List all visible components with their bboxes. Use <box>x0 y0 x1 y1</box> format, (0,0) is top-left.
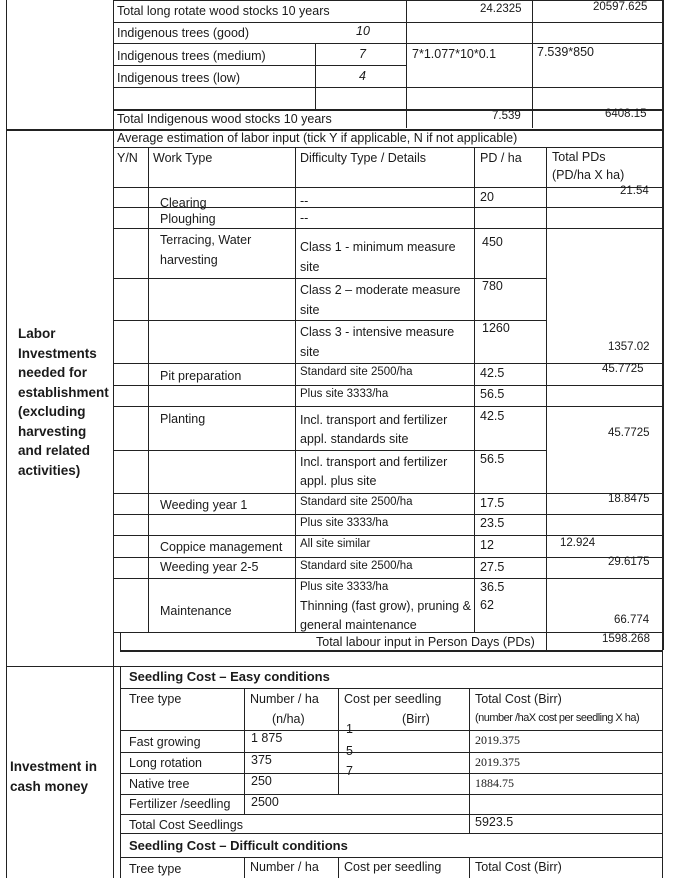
header-total-pds: Total PDs <box>552 150 606 164</box>
indigenous-formula-result: 7.539*850 <box>537 45 595 59</box>
total-long: 2019.375 <box>475 755 520 769</box>
total-pit-standard: 45.7725 <box>602 363 644 375</box>
pd-weeding1-plus: 23.5 <box>480 516 505 530</box>
indigenous-low-num: 4 <box>359 69 366 83</box>
indigenous-good-num: 10 <box>356 24 370 38</box>
pd-pit-plus: 56.5 <box>480 387 505 401</box>
total-long-rotate-label: Total long rotate wood stocks 10 years <box>117 4 330 18</box>
pd-planting-plus: 56.5 <box>480 452 505 466</box>
detail-class1-2: site <box>300 260 320 274</box>
total-indigenous-label: Total Indigenous wood stocks 10 years <box>117 112 332 126</box>
pd-class2: 780 <box>482 279 503 293</box>
detail-planting-plus-2: appl. plus site <box>300 474 377 488</box>
pd-pit-standard: 42.5 <box>480 366 505 380</box>
total-native: 1884.75 <box>475 776 514 790</box>
header-difficulty: Difficulty Type / Details <box>300 151 426 165</box>
labor-section-label: Labor Investments needed for establishment (excluding harvesting and related activities) <box>18 326 109 478</box>
detail-class3: Class 3 - intensive measure <box>300 325 455 339</box>
investment-section-label: Investment in cash money <box>10 759 98 794</box>
number-native: 250 <box>251 774 272 788</box>
total-maintenance: 66.774 <box>614 614 650 626</box>
header-tree-type: Tree type <box>129 692 182 706</box>
indigenous-good-label: Indigenous trees (good) <box>117 26 250 40</box>
detail-pit-standard: Standard site 2500/ha <box>300 366 413 378</box>
work-pit-preparation: Pit preparation <box>160 369 242 383</box>
header-total-pds-formula: (PD/ha X ha) <box>552 168 625 182</box>
difficult-header-tree-type: Tree type <box>129 862 182 876</box>
indigenous-low-label: Indigenous trees (low) <box>117 71 240 85</box>
detail-maintenance-2: general maintenance <box>300 618 417 632</box>
detail-maintenance: Thinning (fast grow), pruning & <box>300 599 471 613</box>
total-class3: 1357.02 <box>608 341 650 353</box>
tree-type-fast: Fast growing <box>129 735 201 749</box>
total-planting-standard: 45.7725 <box>608 427 650 439</box>
total-indigenous-value1: 7.539 <box>492 110 521 122</box>
pd-clearing: 20 <box>480 190 494 204</box>
detail-coppice: All site similar <box>300 538 371 550</box>
detail-weeding1-plus: Plus site 3333/ha <box>300 517 389 529</box>
labor-total-value: 1598.268 <box>602 633 650 645</box>
pd-class1: 450 <box>482 235 503 249</box>
total-weeding25-standard: 29.6175 <box>608 556 650 568</box>
detail-pit-plus: Plus site 3333/ha <box>300 388 389 400</box>
cost-fast: 1 <box>346 722 353 736</box>
pd-coppice: 12 <box>480 538 494 552</box>
labor-total-label: Total labour input in Person Days (PDs) <box>316 635 535 649</box>
number-fast: 1 875 <box>251 731 283 745</box>
total-weeding1-standard: 18.8475 <box>608 493 650 505</box>
total-coppice: 12.924 <box>560 537 596 549</box>
number-long: 375 <box>251 753 272 767</box>
work-planting: Planting <box>160 412 206 426</box>
total-fast: 2019.375 <box>475 733 520 747</box>
header-cost-per-seedling: Cost per seedling <box>344 692 442 706</box>
total-indigenous-value2: 6408.15 <box>605 108 647 120</box>
labor-title: Average estimation of labor input (tick Y if applicable, N if not applicable) <box>117 131 518 145</box>
cost-native: 7 <box>346 764 353 778</box>
number-fertilizer: 2500 <box>251 795 279 809</box>
tree-type-fertilizer: Fertilizer /seedling <box>129 797 231 811</box>
work-weeding-year-1: Weeding year 1 <box>160 498 248 512</box>
tree-type-long: Long rotation <box>129 756 202 770</box>
pd-class3: 1260 <box>482 321 510 335</box>
detail-class2: Class 2 – moderate measure <box>300 283 461 297</box>
indigenous-medium-label: Indigenous trees (medium) <box>117 49 266 63</box>
header-total-cost-formula: (number /haX cost per seedling X ha) <box>475 712 640 724</box>
difficult-header-total: Total Cost (Birr) <box>475 860 562 874</box>
total-long-rotate-value1: 24.2325 <box>480 3 522 15</box>
total-cost-seedlings-label: Total Cost Seedlings <box>129 818 243 832</box>
detail-class1: Class 1 - minimum measure <box>300 240 456 254</box>
indigenous-formula: 7*1.077*10*0.1 <box>412 47 497 61</box>
header-cost-unit: (Birr) <box>402 712 430 726</box>
pd-weeding1-standard: 17.5 <box>480 496 505 510</box>
easy-conditions-title: Seedling Cost – Easy conditions <box>129 669 330 684</box>
detail-planting-standard: Incl. transport and fertilizer <box>300 413 448 427</box>
pd-weeding25-standard: 27.5 <box>480 560 505 574</box>
difficult-conditions-title: Seedling Cost – Difficult conditions <box>129 838 348 853</box>
detail-planting-plus: Incl. transport and fertilizer <box>300 455 448 469</box>
detail-weeding1-standard: Standard site 2500/ha <box>300 496 413 508</box>
detail-weeding25-plus: Plus site 3333/ha <box>300 581 389 593</box>
pd-maintenance: 62 <box>480 598 494 612</box>
work-clearing: Clearing <box>160 196 207 210</box>
detail-class3-2: site <box>300 345 320 359</box>
detail-class2-2: site <box>300 303 320 317</box>
total-long-rotate-value2: 20597.625 <box>593 1 648 13</box>
detail-ploughing: -- <box>300 211 309 225</box>
difficult-header-number: Number / ha <box>250 860 319 874</box>
header-yn: Y/N <box>117 151 138 165</box>
difficult-header-cost: Cost per seedling <box>344 860 442 874</box>
work-maintenance: Maintenance <box>160 604 232 618</box>
detail-clearing: -- <box>300 194 309 208</box>
header-number-ha: Number / ha <box>250 692 319 706</box>
work-ploughing: Ploughing <box>160 212 216 226</box>
work-terracing-2: harvesting <box>160 253 218 267</box>
total-cost-seedlings-value: 5923.5 <box>475 815 514 829</box>
work-weeding-year-2-5: Weeding year 2-5 <box>160 560 259 574</box>
cost-long: 5 <box>346 744 353 758</box>
work-terracing: Terracing, Water <box>160 233 252 247</box>
header-number-ha-unit: (n/ha) <box>272 712 305 726</box>
header-pd-ha: PD / ha <box>480 151 522 165</box>
header-total-cost: Total Cost (Birr) <box>475 692 562 706</box>
detail-planting-standard-2: appl. standards site <box>300 432 409 446</box>
work-coppice-management: Coppice management <box>160 540 283 554</box>
pd-weeding25-plus: 36.5 <box>480 580 505 594</box>
indigenous-medium-num: 7 <box>359 47 366 61</box>
total-clearing: 21.54 <box>620 185 649 197</box>
tree-type-native: Native tree <box>129 777 190 791</box>
header-work-type: Work Type <box>153 151 213 165</box>
pd-planting-standard: 42.5 <box>480 409 505 423</box>
detail-weeding25-standard: Standard site 2500/ha <box>300 560 413 572</box>
